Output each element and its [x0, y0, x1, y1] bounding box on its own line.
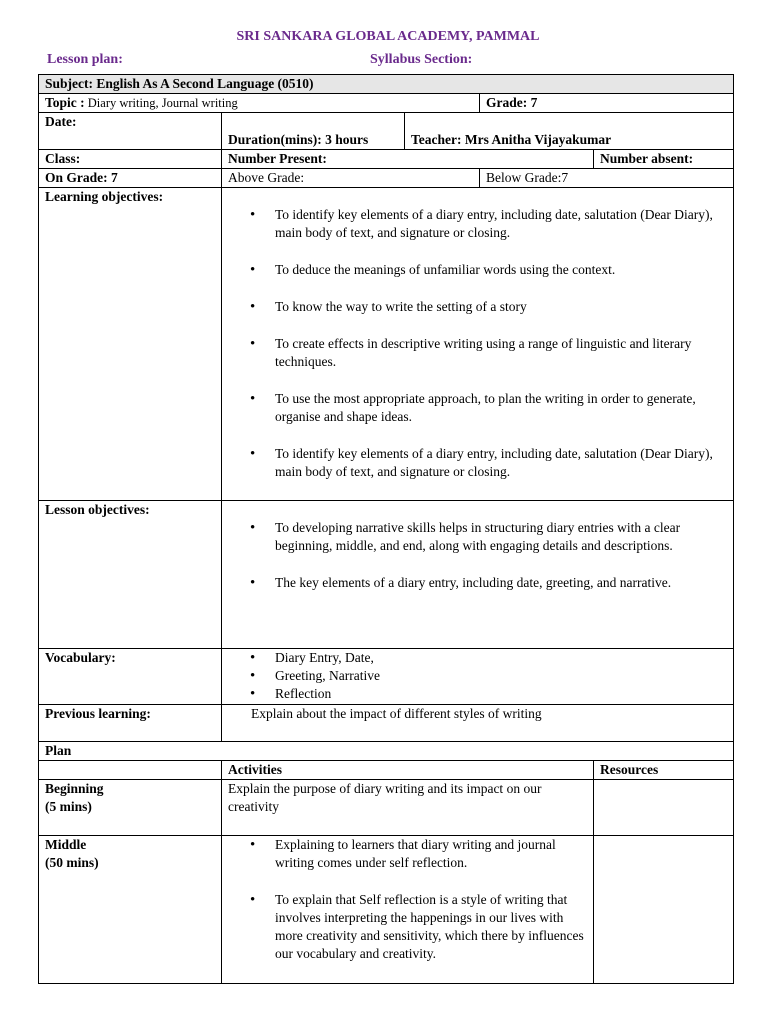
middle-activity-cell [222, 836, 594, 984]
on-grade-cell: On Grade: 7 [39, 169, 222, 188]
list-item: • Diary Entry, Date, [275, 649, 727, 667]
list-item: • To use the most appropriate approach, to plan the writing in order to generate, organise and shape ideas. [275, 390, 727, 426]
number-absent-cell: Number absent: [594, 150, 734, 169]
previous-learning-cell: Explain about the impact of different styles of writing [222, 705, 734, 742]
number-present-cell: Number Present: [222, 150, 594, 169]
middle-activities-list [228, 836, 587, 963]
topic-value: Diary writing, Journal writing [84, 96, 238, 110]
grade-cell: Grade: 7 [480, 94, 734, 113]
vocabulary-label: Vocabulary: [39, 649, 222, 705]
list-item: • To deduce the meanings of unfamiliar words using the context. [275, 261, 727, 279]
middle-time: (50 mins) [45, 855, 99, 870]
beginning-time: (5 mins) [45, 799, 92, 814]
teacher-cell: Teacher: Mrs Anitha Vijayakumar [405, 113, 734, 150]
middle-label: Middle [45, 837, 87, 852]
learning-objectives-list [228, 206, 727, 481]
below-grade-cell: Below Grade:7 [480, 169, 734, 188]
plan-heading: Plan [39, 742, 734, 761]
lesson-plan-table [38, 74, 734, 984]
list-item: • To explain that Self reflection is a style of writing that involves interpreting the happenings in our lives with more creativity and sensitivity, which there by influences our vocabulary and creativity. [275, 891, 587, 963]
list-item: • To identify key elements of a diary entry, including date, salutation (Dear Diary), main body of text, and signature or closing. [275, 206, 727, 242]
above-grade-cell: Above Grade: [222, 169, 480, 188]
list-item: • Explaining to learners that diary writing and journal writing comes under self reflection. [275, 836, 587, 872]
syllabus-section-label: Syllabus Section: [370, 52, 473, 67]
vocabulary-list [228, 649, 727, 703]
previous-learning-label: Previous learning: [39, 705, 222, 742]
list-item: • To know the way to write the setting of a story [275, 298, 727, 316]
beginning-label: Beginning [45, 781, 104, 796]
topic-cell [39, 94, 480, 113]
date-cell: Date: [39, 113, 222, 150]
class-cell: Class: [39, 150, 222, 169]
subject-cell: Subject: English As A Second Language (0510) [39, 75, 734, 94]
beginning-stage-cell [39, 780, 222, 836]
lesson-objectives-list [228, 519, 727, 592]
list-item: • Reflection [275, 685, 727, 703]
list-item: • To create effects in descriptive writing using a range of linguistic and literary techniques. [275, 335, 727, 371]
lesson-objectives-cell [222, 501, 734, 649]
beginning-resources-cell [594, 780, 734, 836]
learning-objectives-label: Learning objectives: [39, 188, 222, 501]
learning-objectives-cell [222, 188, 734, 501]
list-item: • Greeting, Narrative [275, 667, 727, 685]
lesson-plan-label: Lesson plan: [47, 52, 123, 67]
resources-heading: Resources [594, 761, 734, 780]
middle-stage-cell [39, 836, 222, 984]
empty-cell [39, 761, 222, 780]
vocabulary-cell [222, 649, 734, 705]
topic-label: Topic : [45, 95, 85, 110]
school-name: SRI SANKARA GLOBAL ACADEMY, PAMMAL [236, 29, 540, 44]
activities-heading: Activities [222, 761, 594, 780]
beginning-activity-cell: Explain the purpose of diary writing and its impact on our creativity [222, 780, 594, 836]
lesson-objectives-label: Lesson objectives: [39, 501, 222, 649]
list-item: • To developing narrative skills helps in structuring diary entries with a clear beginning, middle, and end, along with engaging details and descriptions. [275, 519, 727, 555]
list-item: • The key elements of a diary entry, including date, greeting, and narrative. [275, 574, 727, 592]
duration-cell: Duration(mins): 3 hours [222, 113, 405, 150]
middle-resources-cell [594, 836, 734, 984]
list-item: • To identify key elements of a diary entry, including date, salutation (Dear Diary), main body of text, and signature or closing. [275, 445, 727, 481]
